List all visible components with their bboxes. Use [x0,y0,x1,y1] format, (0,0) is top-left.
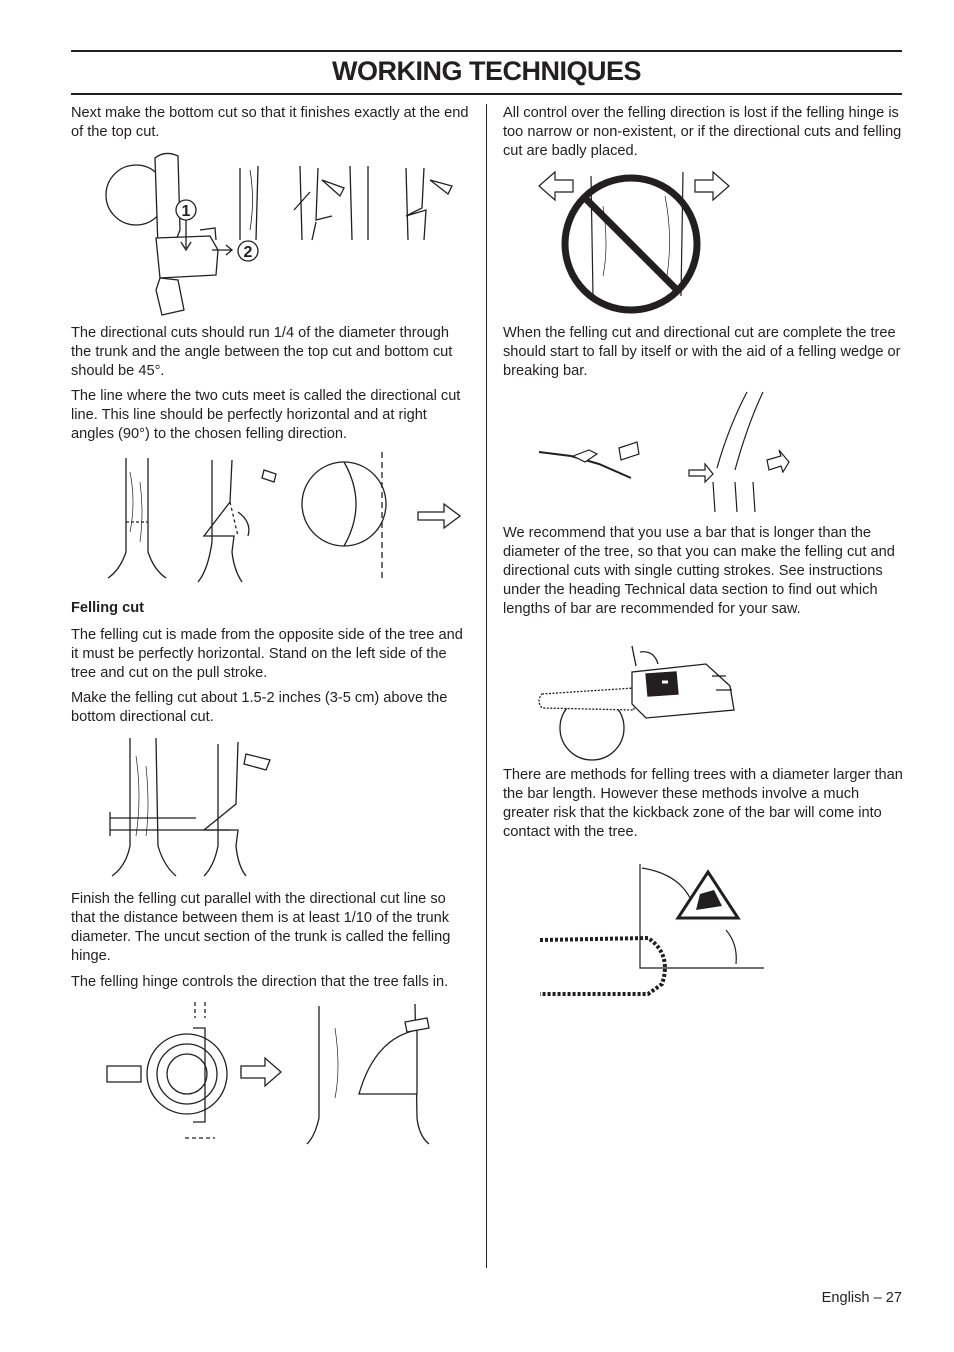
text-felling-hinge: Finish the felling cut parallel with the directional cut line so that the distance between them is at least 1/10 of the trunk diameter. The uncut section of the trunk is called the felling hinge. [71,891,451,964]
header-bottom-rule [71,93,902,95]
page-number: English – 27 [821,1290,902,1306]
figure-felling-cut-height [100,736,290,882]
page-title: WORKING TECHNIQUES [331,56,641,86]
figure-felling-hinge [105,998,455,1148]
heading-felling-cut: Felling cut [71,600,144,616]
text-kickback-risk: There are methods for felling trees with a diameter larger than the bar length. However these methods involve a much greater risk that the kickback zone of the bar will come into contact with the tree. [503,767,903,840]
svg-text:1: 1 [181,203,191,220]
figure-directional-cut-line [100,452,470,592]
svg-text:2: 2 [243,244,253,261]
text-control-lost: All control over the felling direction is lost if the felling hinge is too narrow or non-existent, or if the directional cuts and felling cut are badly placed. [503,105,902,159]
text-tree-falls: When the felling cut and directional cut are complete the tree should start to fall by itself or with the aid of a felling wedge or breaking bar. [503,325,901,379]
text-bar-length: We recommend that you use a bar that is longer than the diameter of the tree, so that you can make the felling cut and directional cuts with single cutting strokes. See instructions under the heading Technical data section to find out which lengths of bar are recommended for your saw. [503,525,895,617]
figure-prohibited [533,166,733,316]
text-felling-cut-height: Make the felling cut about 1.5-2 inches (3-5 cm) above the bottom directional cut. [71,690,448,725]
text-felling-cut: The felling cut is made from the opposite side of the tree and it must be perfectly horizontal. Stand on the left side of the tree and cut on the pull stroke. [71,627,463,681]
text-hinge-direction: The felling hinge controls the direction that the tree falls in. [71,974,449,990]
text-directional-cut-line: The line where the two cuts meet is called the directional cut line. This line should be perfectly horizontal and at right angles (90°) to the chosen felling direction. [71,388,461,442]
text-directional-cuts: The directional cuts should run 1/4 of the diameter through the trunk and the angle between the top cut and bottom cut should be 45°. [71,325,453,379]
figure-kickback-zone [538,860,768,1000]
figure-wedge-breaking-bar [533,386,803,516]
column-divider [486,104,487,1268]
header-top-rule [71,50,902,52]
figure-bottom-cut [100,150,470,320]
figure-chainsaw-bar-length [536,642,746,762]
text-bottom-cut: Next make the bottom cut so that it finishes exactly at the end of the top cut. [71,105,469,140]
